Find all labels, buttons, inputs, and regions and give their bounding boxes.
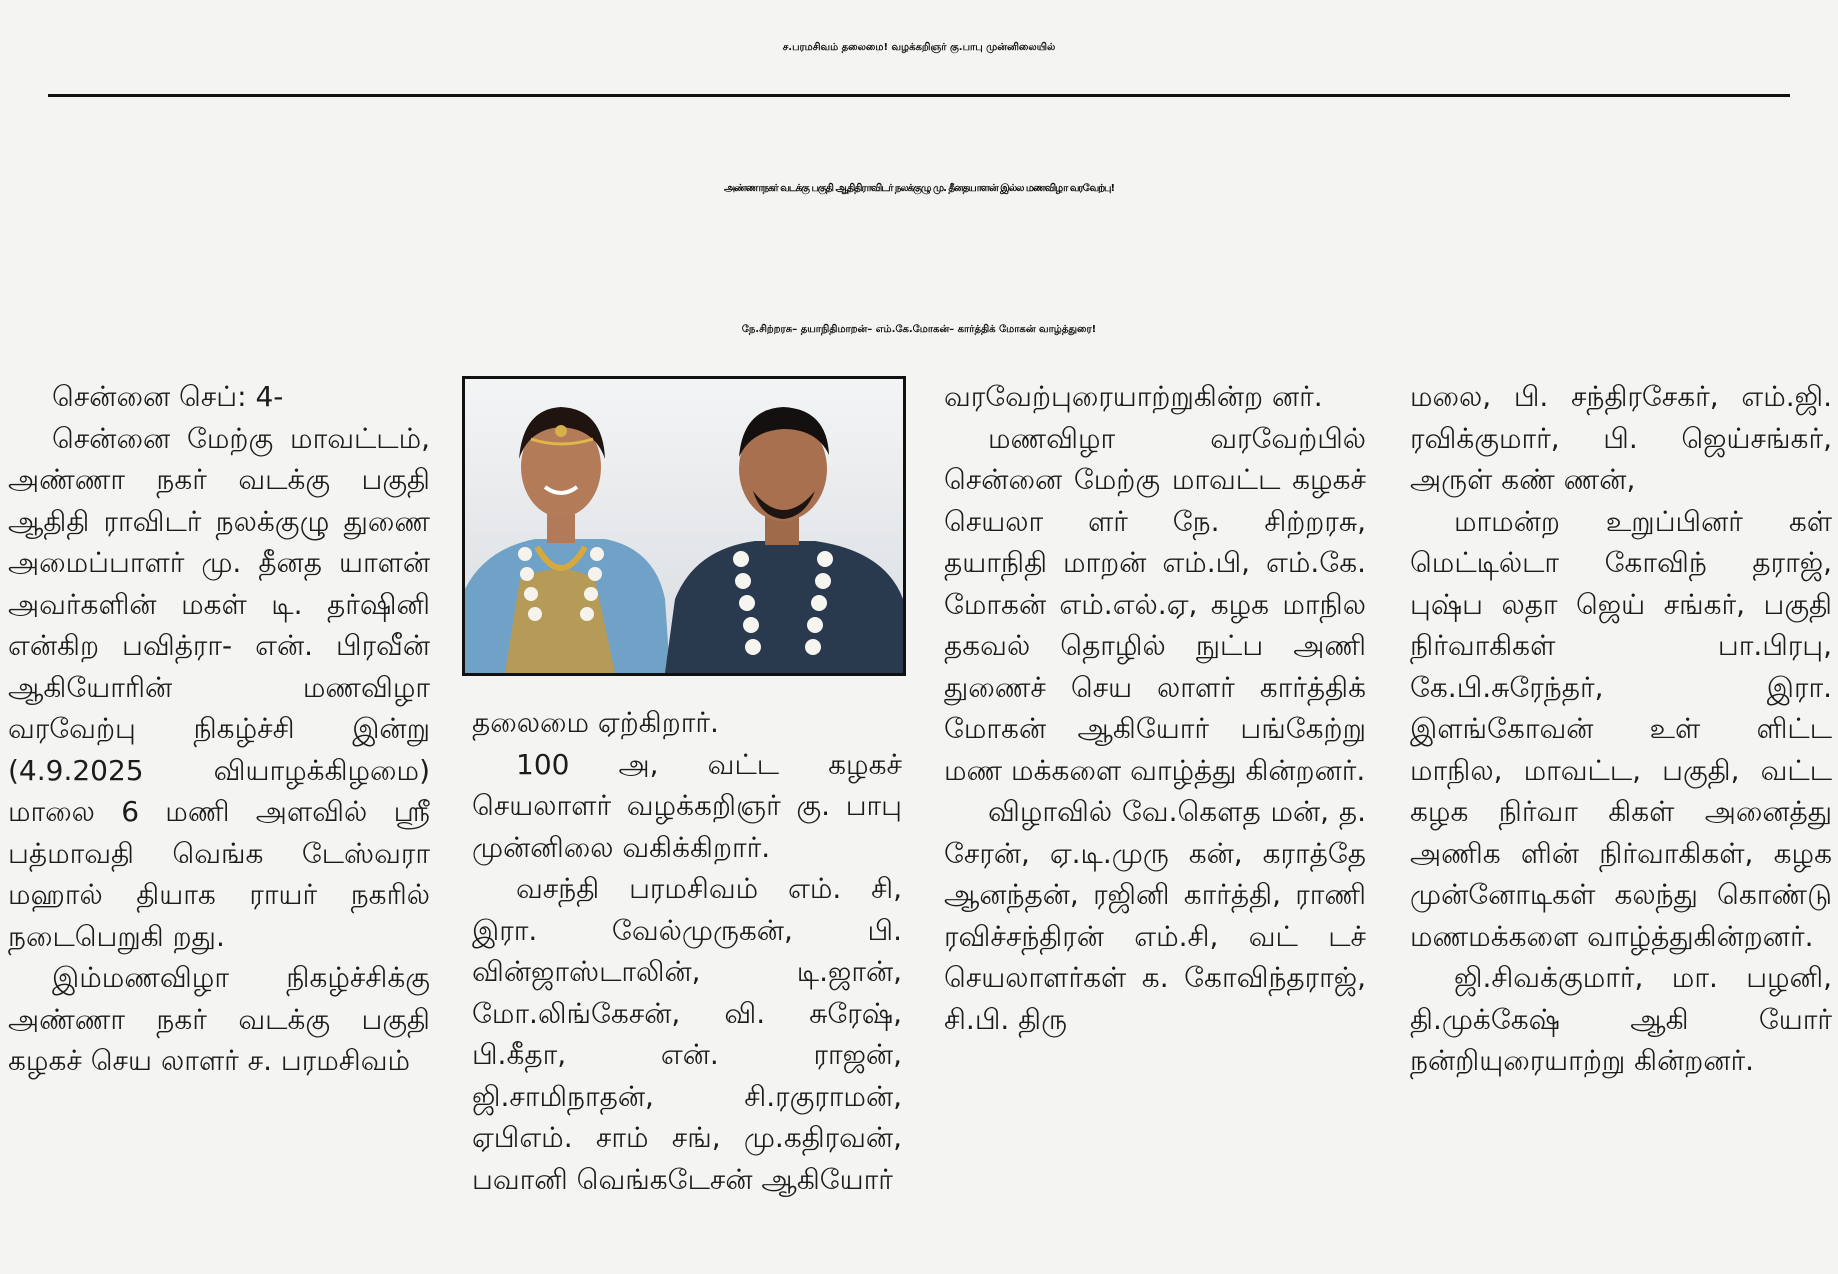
article-column-4 xyxy=(1410,376,1832,1082)
paragraph: மலை, பி. சந்திரசேகர், எம்.ஜி. ரவிக்குமார், பி. ஜெய்சங்கர், அருள் கண் ணன், xyxy=(1410,380,1832,496)
article-column-2 xyxy=(472,702,902,1200)
article-column-1 xyxy=(8,376,430,1082)
kicker-headline: ச.பரமசிவம் தலைமை! வழக்கறிஞர் கு.பாபு முன்னிலையில் xyxy=(782,42,1056,53)
article-column-3 xyxy=(944,376,1366,1040)
paragraph: சென்னை மேற்கு மாவட்டம், அண்ணா நகர் வடக்கு பகுதி ஆதிதி ராவிடர் நலக்குழு துணை அமைப்பாளர் மு. தீனத யாளன் அவர்களின் மகள் டி. தர்ஷினி என்கிற பவித்ரா- என். பிரவீன் ஆகியோரின் மணவிழா வரவேற்பு நிகழ்ச்சி இன்று (4.9.2025 வியாழக்கிழமை) மாலை 6 மணி அளவில் ஸ்ரீ பத்மாவதி வெங்க டேஸ்வரா மஹால் தியாக ராயர் நகரில் நடைபெறுகி றது. xyxy=(8,421,430,953)
couple-photo xyxy=(462,376,906,676)
paragraph: தலைமை ஏற்கிறார். xyxy=(472,706,719,739)
paragraph: மணவிழா வரவேற்பில் சென்னை மேற்கு மாவட்ட கழகச் செயலா ளர் நே. சிற்றரசு, தயாநிதி மாறன் எம்.பி, எம்.கே. மோகன் எம்.எல்.ஏ, கழக மாநில தகவல் தொழில் நுட்ப அணி துணைச் செய லாளர் கார்த்திக் மோகன் ஆகியோர் பங்கேற்று மண மக்களை வாழ்த்து கின்றனர். xyxy=(944,421,1366,787)
paragraph: வரவேற்புரையாற்றுகின்ற னர். xyxy=(944,380,1323,413)
couple-illustration xyxy=(465,379,903,673)
paragraph: ஜி.சிவக்குமார், மா. பழனி, தி.முக்கேஷ் ஆகி யோர் நன்றியுரையாற்று கின்றனர். xyxy=(1410,961,1832,1077)
paragraph: மாமன்ற உறுப்பினர் கள் மெட்டில்டா கோவிந் தராஜ், புஷ்ப லதா ஜெய் சங்கர், பகுதி நிர்வாகிகள் பா.பிரபு, கே.பி.சுரேந்தர், இரா. இளங்கோவன் உள் ளிட்ட மாநில, மாவட்ட, பகுதி, வட்ட கழக நிர்வா கிகள் அனைத்து அணிக ளின் நிர்வாகிகள், கழக முன்னோடிகள் கலந்து கொண்டு மணமக்களை வாழ்த்துகின்றனர். xyxy=(1410,504,1832,953)
paragraph: விழாவில் வே.கௌத மன், த. சேரன், ஏ.டி.முரு கன், கராத்தே ஆனந்தன், ரஜினி கார்த்தி, ராணி ரவிச்சந்திரன் எம்.சி, வட் டச் செயலாளர்கள் க. கோவிந்தராஜ், சி.பி. திரு xyxy=(944,795,1366,1036)
sub-headline: நே.சிற்றரசு– தயாநிதிமாறன்– எம்.கே.மோகன்– கார்த்திக் மோகன் வாழ்த்துரை! xyxy=(741,324,1097,335)
paragraph: வசந்தி பரமசிவம் எம். சி, இரா. வேல்முருகன், பி. வின்ஜாஸ்டாலின், டி.ஜான், மோ.லிங்கேசன், வி. சுரேஷ், பி.கீதா, என். ராஜன், ஜி.சாமிநாதன், சி.ரகுராமன், ஏபிஎம். சாம் சங், மு.கதிரவன், பவானி வெங்கடேசன் ஆகியோர் xyxy=(472,872,902,1196)
paragraph: 100 அ, வட்ட கழகச் செயலாளர் வழக்கறிஞர் கு. பாபு முன்னிலை வகிக்கிறார். xyxy=(472,747,902,864)
dateline: சென்னை செப்: 4- xyxy=(52,380,284,413)
main-headline: அண்ணாநகர் வடக்கு பகுதி ஆதிதிராவிடர் நலக்குழு மு. தீனதயாளன் இல்ல மணவிழா வரவேற்பு! xyxy=(723,183,1115,194)
paragraph: இம்மணவிழா நிகழ்ச்சிக்கு அண்ணா நகர் வடக்கு பகுதி கழகச் செய லாளர் ச. பரமசிவம் xyxy=(8,961,430,1077)
top-rule xyxy=(48,94,1790,97)
